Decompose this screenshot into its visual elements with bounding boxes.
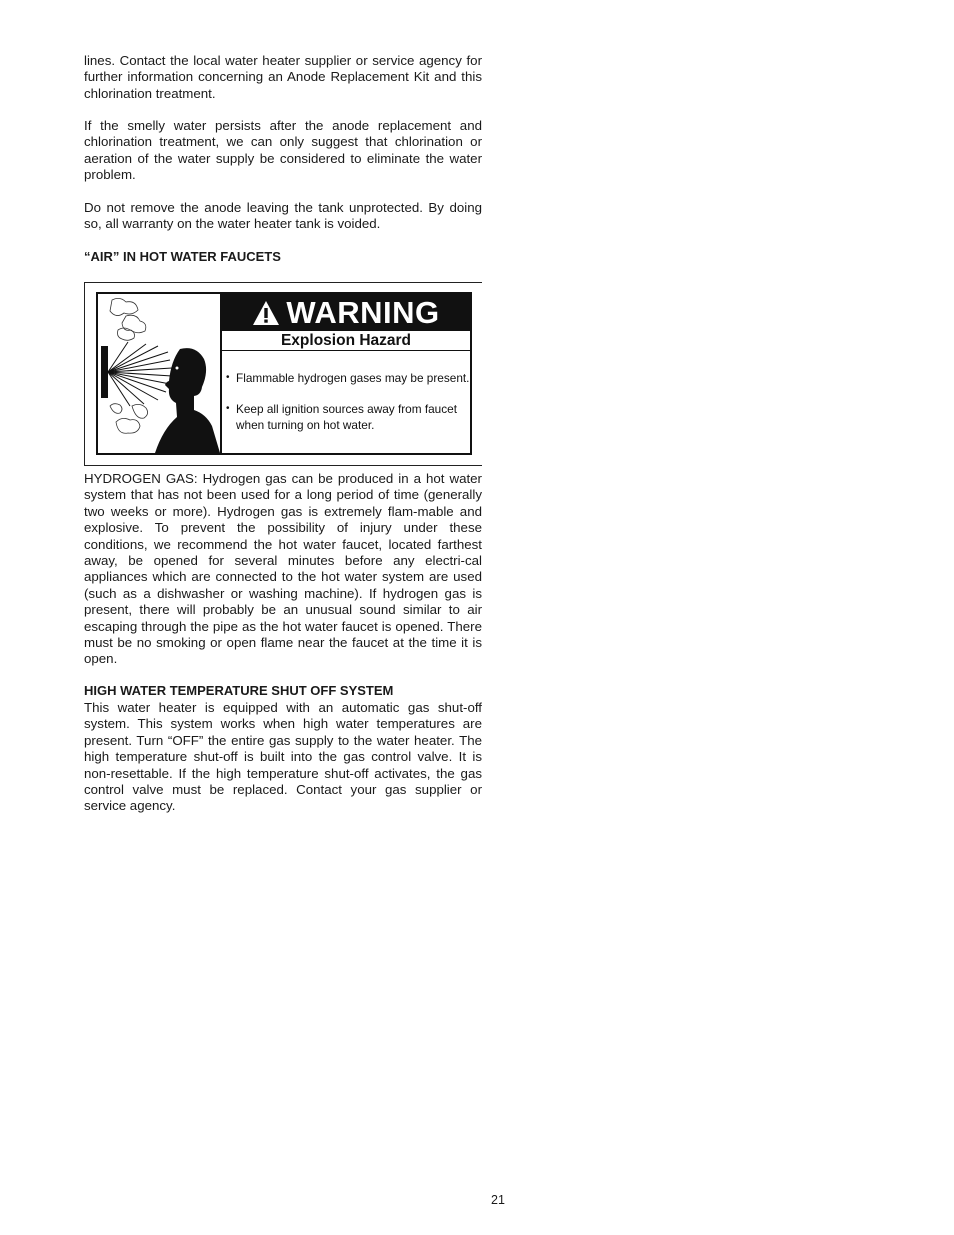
warning-message [226, 371, 469, 387]
explosion-pictogram-icon [98, 294, 220, 453]
warning-label [96, 292, 472, 455]
paragraph-text: lines. Contact the local water heater supplier or service agency for further information concerning an Anode Replacement Kit and this chlorination treatment. [84, 53, 482, 101]
paragraph-smelly-water [84, 118, 482, 184]
warning-message-text: Flammable hydrogen gases may be present. [236, 371, 470, 385]
paragraph-text: This water heater is equipped with an automatic gas shut-off system. This system works when high water temperatures are present. Turn “OFF” the entire gas supply to the water heater. The high temperature shut-off is built into the gas control valve. It is non-resettable. If the high temperature shut-off activates, the gas control valve must be replaced. Contact your gas supplier or service agency. [84, 700, 482, 814]
signal-word-panel [222, 294, 470, 331]
warning-message-text: Keep all ignition sources away from faucet when turning on hot water. [236, 402, 457, 432]
hazard-title: Explosion Hazard [222, 331, 470, 351]
paragraph-text: HYDROGEN GAS: Hydrogen gas can be produced in a hot water system that has not been used for a long period of time (generally two weeks or more). Hydrogen gas is extremely flam-mable and explosive. To prevent the possibility of injury under these conditions, we recommend the hot water faucet, located farthest away, be opened for several minutes before any electri-cal appliances which are connected to the hot water system are used (such as a dishwasher or washing machine). If hydrogen gas is present, there will probably be an unusual sound similar to air escaping through the pipe as the hot water faucet is opened. There must be no smoking or open flame near the faucet at the time it is open. [84, 471, 482, 667]
section-heading-shutoff: HIGH WATER TEMPERATURE SHUT OFF SYSTEM [84, 683, 394, 698]
bullet-icon: • [226, 372, 230, 383]
alert-triangle-icon [252, 300, 280, 326]
paragraph-shutoff [84, 700, 482, 815]
signal-word: WARNING [286, 294, 440, 330]
page-number: 21 [491, 1193, 505, 1207]
explosion-hazard-pictogram [98, 294, 222, 453]
paragraph-text: Do not remove the anode leaving the tank unprotected. By doing so, all warranty on the water heater tank is voided. [84, 200, 482, 232]
warning-message [226, 402, 458, 433]
paragraph-anode-kit [84, 53, 482, 102]
paragraph-text: If the smelly water persists after the anode replacement and chlorination treatment, we can only suggest that chlorination or aeration of the water supply be considered to eliminate the water problem. [84, 118, 482, 183]
paragraph-hydrogen-gas [84, 471, 482, 668]
bullet-icon: • [226, 403, 230, 414]
paragraph-anode-warranty [84, 200, 482, 233]
section-heading-air: “AIR” IN HOT WATER FAUCETS [84, 249, 281, 264]
